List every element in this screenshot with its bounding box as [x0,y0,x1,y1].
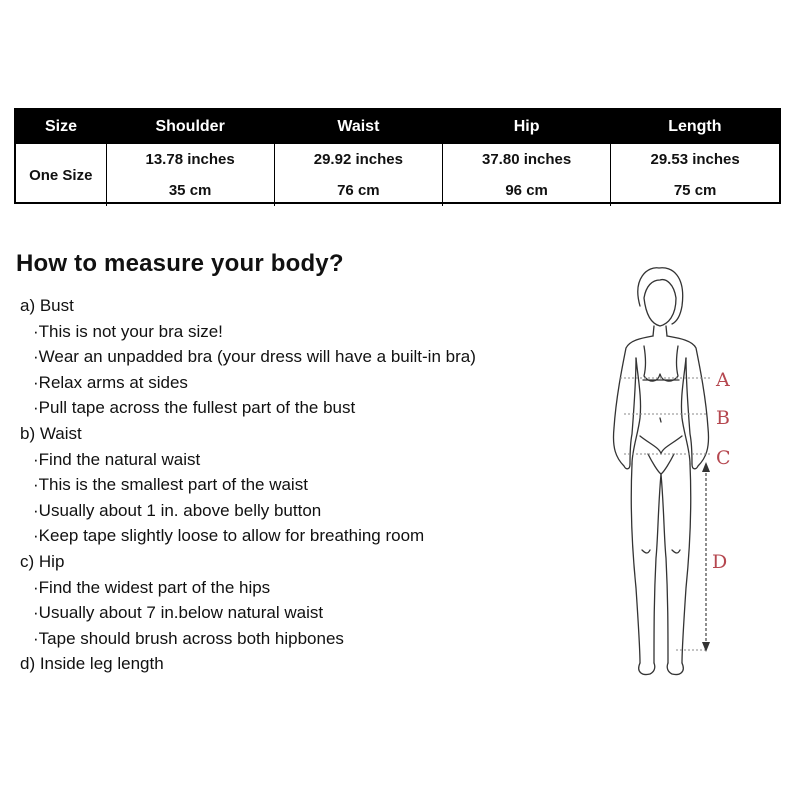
list-item: ·Find the natural waist [33,449,201,469]
header-size: Size [16,110,106,144]
list-item: ·Wear an unpadded bra (your dress will have a built-in bra) [33,347,476,367]
size-table-header [16,110,779,144]
table-row [16,144,779,206]
list-item: ·Usually about 7 in.below natural waist [33,603,324,623]
hip-inches: 37.80 inches [482,151,572,168]
length-cm: 75 cm [673,182,717,199]
list-item: ·Pull tape across the fullest part of the bust [33,398,356,418]
size-table [14,108,781,204]
waist-cell [274,144,442,206]
header-shoulder: Shoulder [106,110,274,144]
marker-d: D [712,551,728,573]
list-item: ·This is not your bra size! [33,321,223,341]
bust-heading: a) Bust [20,296,74,315]
shoulder-inches: 13.78 inches [145,151,235,168]
length-inches: 29.53 inches [650,151,740,168]
length-cell [611,144,779,206]
shoulder-cell [106,144,274,206]
waist-heading: b) Waist [20,423,82,443]
waist-inches: 29.92 inches [313,151,403,168]
marker-b: B [716,407,730,429]
marker-c: C [716,447,731,469]
list-item: ·Usually about 1 in. above belly button [33,500,322,520]
size-label-cell [16,144,106,206]
list-item: ·Find the widest part of the hips [33,577,271,597]
hip-cm: 96 cm [505,182,548,199]
list-item: ·This is the smallest part of the waist [33,475,308,495]
hip-heading: c) Hip [20,551,65,571]
marker-a: A [716,369,730,391]
header-waist: Waist [274,110,442,144]
header-hip: Hip [443,110,611,144]
body-outline-illustration [596,258,746,688]
hip-cell [443,144,611,206]
waist-cm: 76 cm [337,182,380,199]
list-item: ·Tape should brush across both hipbones [33,628,344,648]
page-title: How to measure your body? [16,250,344,277]
shoulder-cm: 35 cm [168,182,212,199]
body-measurement-figure [596,258,746,688]
header-length: Length [611,110,779,144]
list-item: ·Keep tape slightly loose to allow for breathing room [33,526,425,546]
inside-leg-heading: d) Inside leg length [20,654,164,674]
measurement-guide [20,293,580,677]
size-label: One Size [29,166,93,184]
list-item: ·Relax arms at sides [33,372,188,392]
